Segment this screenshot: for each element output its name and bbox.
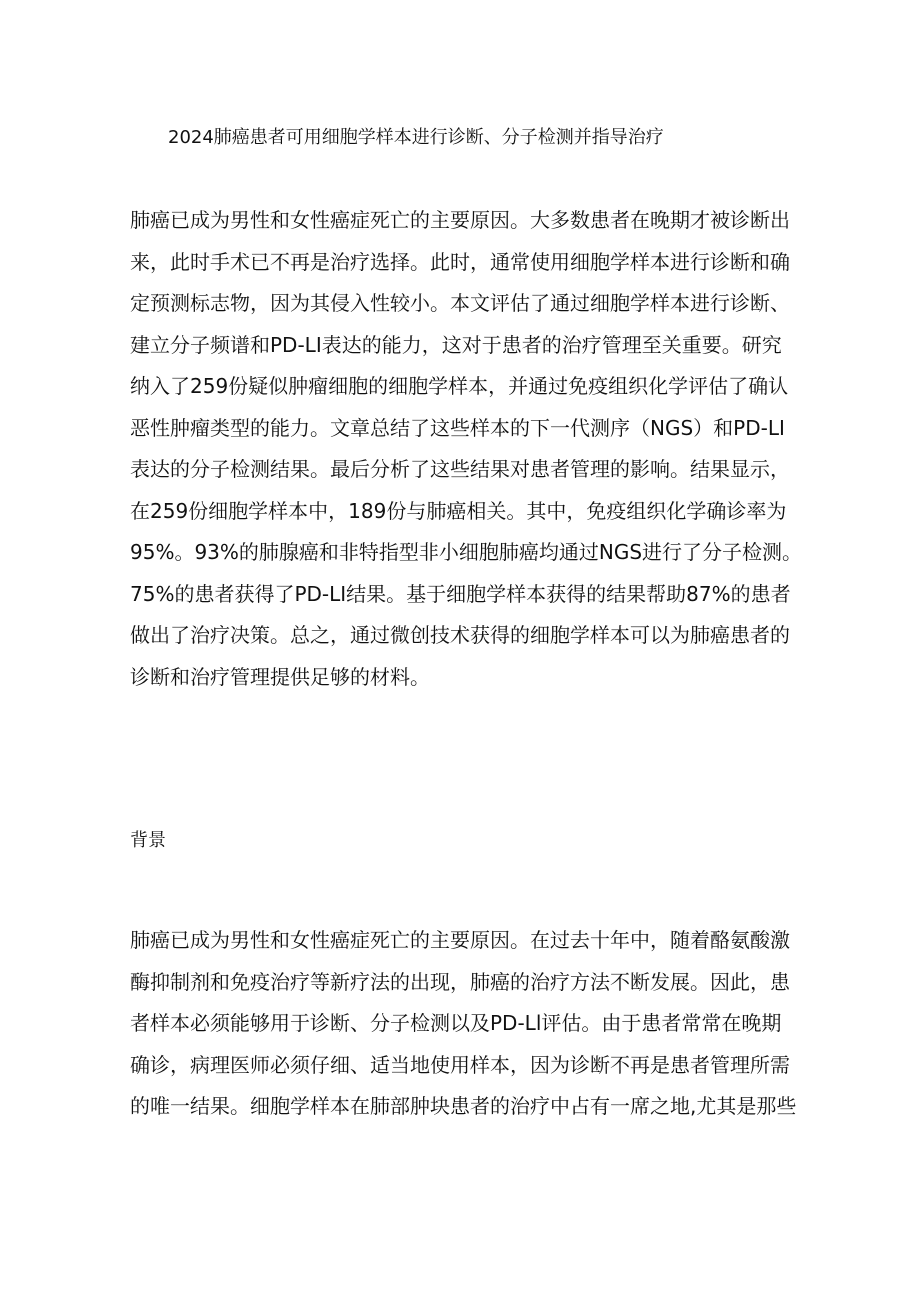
abstract-line: 来，此时手术已不再是治疗选择。此时，通常使用细胞学样本进行诊断和确 [130,249,790,274]
background-line: 者样本必须能够用于诊断、分子检测以及PD-Ll评估。由于患者常常在晚期 [130,1011,782,1035]
abstract-line: 诊断和治疗管理提供足够的材料。 [130,664,430,689]
document-title: 2024肺癌患者可用细胞学样本进行诊断、分子检测并指导治疗 [168,127,664,148]
background-line: 酶抑制剂和免疫治疗等新疗法的出现，肺癌的治疗方法不断发展。因此，患 [130,969,790,994]
abstract-line: 在259份细胞学样本中，189份与肺癌相关。其中，免疫组织化学确诊率为 [130,498,787,523]
abstract-line: 定预测标志物，因为其侵入性较小。本文评估了通过细胞学样本进行诊断、 [130,291,790,315]
abstract-line: 做出了治疗决策。总之，通过微创技术获得的细胞学样本可以为肺癌患者的 [130,623,790,647]
abstract-line: 恶性肿瘤类型的能力。文章总结了这些样本的下一代测序（NGS）和PD-LI [130,415,785,440]
abstract-line: 纳入了259份疑似肿瘤细胞的细胞学样本，并通过免疫组织化学评估了确认 [130,374,789,398]
background-line: 肺癌已成为男性和女性癌症死亡的主要原因。在过去十年中，随着酪氨酸激 [130,928,790,952]
abstract-line: 95%。93%的肺腺癌和非特指型非小细胞肺癌均通过NGS进行了分子检测。 [130,540,803,564]
abstract-line: 肺癌已成为男性和女性癌症死亡的主要原因。大多数患者在晚期才被诊断出 [130,208,790,232]
abstract-line: 建立分子频谱和PD-LI表达的能力，这对于患者的治疗管理至关重要。研究 [130,332,782,357]
abstract-line: 表达的分子检测结果。最后分析了这些结果对患者管理的影响。结果显示， [130,457,790,481]
background-line: 的唯一结果。细胞学样本在肺部肿块患者的治疗中占有一席之地,尤其是那些 [130,1094,797,1118]
abstract-line: 75%的患者获得了PD-LI结果。基于细胞学样本获得的结果帮助87%的患者 [130,581,791,606]
abstract-paragraph [130,200,802,698]
background-line: 确诊，病理医师必须仔细、适当地使用样本，因为诊断不再是患者管理所需 [130,1052,790,1077]
background-paragraph [130,920,802,1128]
section-heading-background: 背景 [130,830,166,851]
